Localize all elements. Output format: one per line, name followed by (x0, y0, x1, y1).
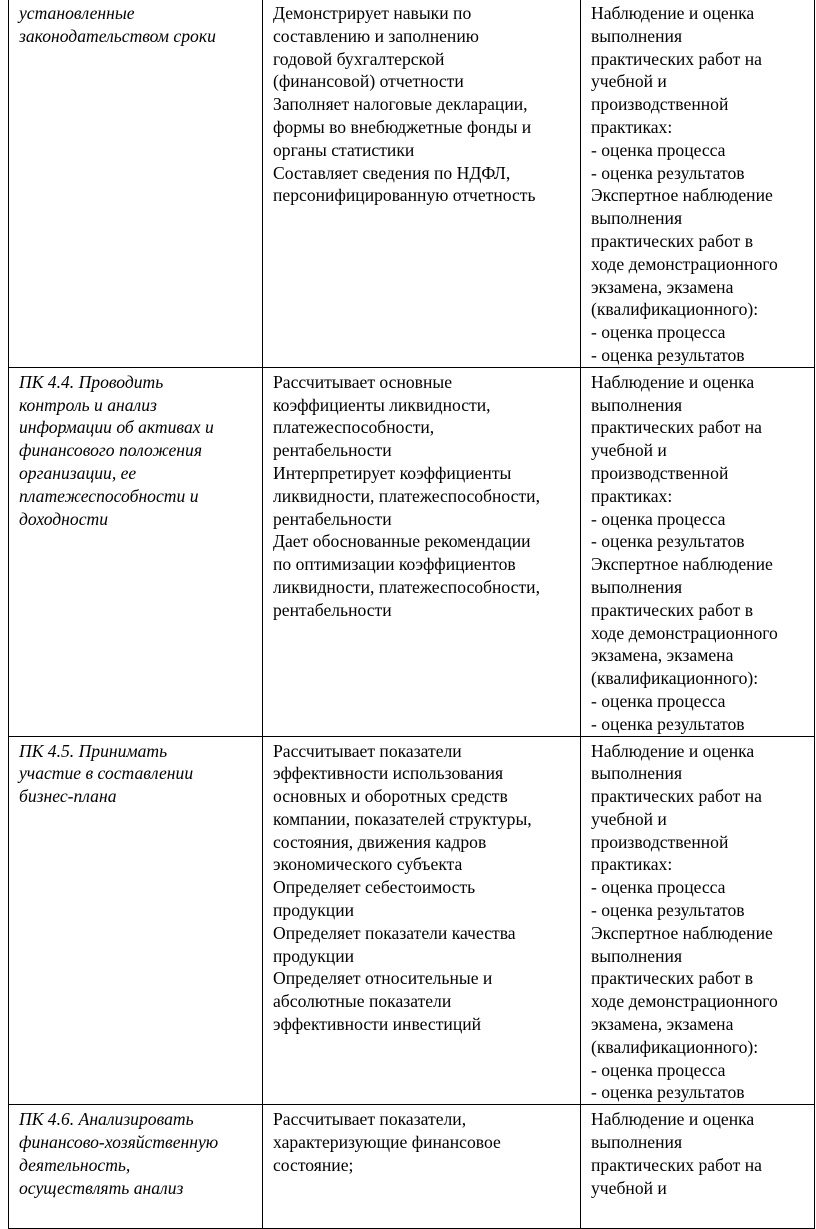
cell-text-line: производственной (591, 831, 729, 852)
cell-text-line: практических работ в (591, 599, 754, 620)
cell-text-line: ликвидности, платежеспособности, (273, 576, 540, 597)
cell-text-line: Наблюдение и оценка (591, 371, 755, 392)
competency-cell (9, 367, 263, 736)
cell-text-line: - оценка результатов (591, 531, 745, 552)
cell-text-line: Заполняет налоговые декларации, (273, 94, 528, 115)
cell-text-line: годовой бухгалтерской (273, 48, 445, 69)
cell-text-line: Рассчитывает показатели (273, 740, 462, 761)
cell-text-line: производственной (591, 94, 729, 115)
cell-text-line: Наблюдение и оценка (591, 1109, 755, 1130)
cell-text-line: - оценка результатов (591, 713, 745, 734)
cell-text-line: Определяет показатели качества (273, 922, 516, 943)
cell-text-line: - оценка результатов (591, 162, 745, 183)
cell-text-line: информации об активах и (19, 417, 214, 438)
cell-text-line: ходе демонстрационного (591, 622, 778, 643)
table-row (9, 736, 815, 1105)
cell-text-line: ходе демонстрационного (591, 991, 778, 1012)
cell-text-line: практических работ на (591, 417, 762, 438)
cell-text-line: компании, показателей структуры, (273, 808, 532, 829)
assessment-cell (581, 1105, 815, 1229)
cell-text-line: практиках: (591, 485, 673, 506)
cell-text-line: практиках: (591, 854, 673, 875)
competency-cell (9, 1105, 263, 1229)
cell-text-line: продукции (273, 945, 355, 966)
table-row (9, 1105, 815, 1229)
cell-text-line: доходности (19, 508, 109, 529)
cell-text-line: Определяет относительные и (273, 968, 493, 989)
cell-text-line: состояния, движения кадров (273, 831, 487, 852)
competency-cell (9, 736, 263, 1105)
cell-text-line: установленные (19, 3, 135, 23)
cell-text-line: Экспертное наблюдение (591, 922, 773, 943)
cell-text-line: организации, ее (19, 462, 137, 483)
cell-text-line: бизнес-плана (19, 786, 117, 807)
cell-text-line: практических работ в (591, 968, 754, 989)
cell-text-line: выполнения (591, 394, 683, 415)
assessment-cell (581, 736, 815, 1105)
cell-text-line: Демонстрирует навыки по (273, 3, 472, 23)
cell-text-line: составлению и заполнению (273, 25, 479, 46)
cell-text-line: - оценка процесса (591, 877, 726, 898)
cell-text-line: ПК 4.5. Принимать (19, 740, 168, 761)
cell-text-line: Наблюдение и оценка (591, 740, 755, 761)
cell-text-line: ПК 4.6. Анализировать (19, 1109, 194, 1130)
cell-text-line: законодательством сроки (19, 25, 216, 46)
cell-text-line: экзамена, экзамена (591, 645, 734, 666)
cell-text-line: (квалификационного): (591, 299, 759, 320)
cell-text-line: персонифицированную отчетность (273, 185, 536, 206)
indicators-cell (263, 0, 581, 367)
cell-text-line: выполнения (591, 576, 683, 597)
cell-text-line: контроль и анализ (19, 394, 157, 415)
cell-text-line: выполнения (591, 1132, 683, 1153)
table-row (9, 367, 815, 736)
indicators-cell (263, 1105, 581, 1229)
cell-text-line: экзамена, экзамена (591, 1014, 734, 1035)
cell-text-line: абсолютные показатели (273, 991, 452, 1012)
indicators-cell (263, 736, 581, 1105)
cell-text-line: Составляет сведения по НДФЛ, (273, 162, 511, 183)
cell-text-line: эффективности инвестиций (273, 1014, 482, 1035)
cell-text-line: участие в составлении (19, 763, 194, 784)
cell-text-line: учебной и (591, 71, 667, 92)
cell-text-line: по оптимизации коэффициентов (273, 554, 516, 575)
cell-text-line: Определяет себестоимость (273, 877, 476, 898)
cell-text-line: (квалификационного): (591, 1036, 759, 1057)
cell-text-line: учебной и (591, 1177, 667, 1198)
cell-text-line: - оценка процесса (591, 690, 726, 711)
cell-text-line: осуществлять анализ (19, 1177, 184, 1198)
cell-text-line: - оценка процесса (591, 322, 726, 343)
cell-text-line: практических работ на (591, 1154, 762, 1175)
cell-text-line: производственной (591, 462, 729, 483)
assessment-table (8, 0, 815, 1229)
cell-text-line: характеризующие финансовое (273, 1132, 501, 1153)
cell-text-line: коэффициенты ликвидности, (273, 394, 491, 415)
cell-text-line: ходе демонстрационного (591, 253, 778, 274)
cell-text-line: учебной и (591, 808, 667, 829)
cell-text-line: Интерпретирует коэффициенты (273, 462, 512, 483)
cell-text-line: (финансовой) отчетности (273, 71, 464, 92)
cell-text-line: экзамена, экзамена (591, 276, 734, 297)
cell-text-line: органы статистики (273, 139, 415, 160)
cell-text-line: рентабельности (273, 440, 392, 461)
cell-text-line: финансово-хозяйственную (19, 1132, 219, 1153)
cell-text-line: Рассчитывает основные (273, 371, 453, 392)
cell-text-line: Экспертное наблюдение (591, 554, 773, 575)
cell-text-line: ПК 4.4. Проводить (19, 371, 164, 392)
cell-text-line: Наблюдение и оценка (591, 3, 755, 23)
assessment-cell (581, 0, 815, 367)
cell-text-line: рентабельности (273, 508, 392, 529)
cell-text-line: выполнения (591, 945, 683, 966)
assessment-cell (581, 367, 815, 736)
cell-text-line: продукции (273, 900, 355, 921)
cell-text-line: выполнения (591, 208, 683, 229)
cell-text-line: практиках: (591, 116, 673, 137)
cell-text-line: Экспертное наблюдение (591, 185, 773, 206)
cell-text-line: платежеспособности и (19, 485, 199, 506)
cell-text-line: - оценка результатов (591, 344, 745, 365)
cell-text-line: - оценка результатов (591, 900, 745, 921)
cell-text-line: практических работ в (591, 230, 754, 251)
cell-text-line: Рассчитывает показатели, (273, 1109, 467, 1130)
cell-text-line: выполнения (591, 763, 683, 784)
cell-text-line: основных и оборотных средств (273, 786, 508, 807)
cell-text-line: платежеспособности, (273, 417, 435, 438)
cell-text-line: рентабельности (273, 599, 392, 620)
table-row (9, 0, 815, 367)
cell-text-line: выполнения (591, 25, 683, 46)
competency-cell (9, 0, 263, 367)
cell-text-line: учебной и (591, 440, 667, 461)
cell-text-line: экономического субъекта (273, 854, 463, 875)
cell-text-line: эффективности использования (273, 763, 504, 784)
cell-text-line: ликвидности, платежеспособности, (273, 485, 540, 506)
cell-text-line: деятельность, (19, 1154, 131, 1175)
cell-text-line: состояние; (273, 1154, 354, 1175)
cell-text-line: Дает обоснованные рекомендации (273, 531, 531, 552)
cell-text-line: формы во внебюджетные фонды и (273, 116, 532, 137)
indicators-cell (263, 367, 581, 736)
cell-text-line: - оценка результатов (591, 1082, 745, 1103)
cell-text-line: (квалификационного): (591, 668, 759, 689)
cell-text-line: - оценка процесса (591, 508, 726, 529)
cell-text-line: практических работ на (591, 786, 762, 807)
cell-text-line: финансового положения (19, 440, 203, 461)
cell-text-line: - оценка процесса (591, 1059, 726, 1080)
cell-text-line: практических работ на (591, 48, 762, 69)
cell-text-line: - оценка процесса (591, 139, 726, 160)
